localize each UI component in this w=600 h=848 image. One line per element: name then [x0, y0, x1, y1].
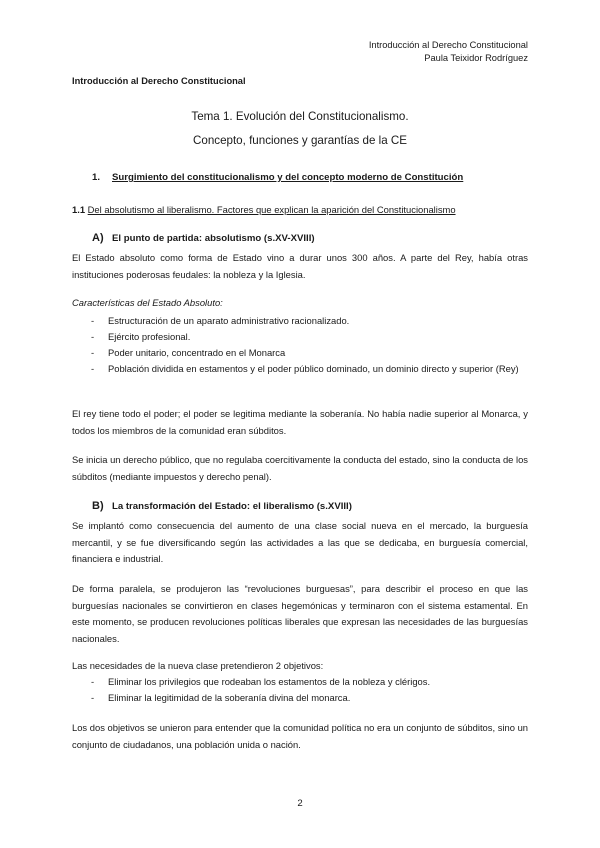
subheading-letter: B): [92, 500, 104, 512]
subheading-text: El punto de partida: absolutismo (s.XV-XVIII): [112, 233, 315, 244]
header-author: Paula Teixidor Rodríguez: [424, 53, 528, 63]
list-item: - Ejército profesional.: [91, 331, 191, 342]
subheading-a: [92, 232, 315, 244]
header-course: Introducción al Derecho Constitucional: [368, 40, 528, 50]
paragraph-absolutismo: El Estado absoluto como forma de Estado vino a durar unos 300 años. A parte del Rey, había otras instituciones poderosas feudales: la nobleza y la Iglesia.: [72, 252, 528, 280]
section-title: Surgimiento del constitucionalismo y del concepto moderno de Constitución: [112, 172, 464, 183]
paragraph-burguesia: Se implantó como consecuencia del aumento de una clase social nueva en el mercado, la burguesía mercantil, y se fue diversificando según las actividades a las que se dedicaba, en burguesía comercial, financiera e industrial.: [72, 520, 528, 564]
list-item: - Poder unitario, concentrado en el Monarca: [91, 347, 286, 358]
section-heading-1: [92, 172, 463, 183]
paragraph-rey-poder: El rey tiene todo el poder; el poder se legitima mediante la soberanía. No había nadie superior al Monarca, y todos los miembros de la comunidad eran súbditos.: [72, 408, 528, 436]
page-title-line1: Tema 1. Evolución del Constitucionalismo.: [191, 110, 409, 123]
list-item: - Eliminar la legitimidad de la soberanía divina del monarca.: [91, 692, 351, 703]
subsection-number: 1.1: [72, 204, 86, 215]
caracteristicas-list: [72, 313, 528, 377]
subheading-letter: A): [92, 232, 104, 244]
list-item: - Eliminar los privilegios que rodeaban los estamentos de la nobleza y clérigos.: [91, 676, 431, 687]
subheading-b: [92, 500, 352, 512]
list-item: - Estructuración de un aparato administrativo racionalizado.: [91, 315, 350, 326]
list-item: - Población dividida en estamentos y el poder público dominado, un dominio directo y superior (Rey): [91, 363, 519, 374]
subheading-text: La transformación del Estado: el liberalismo (s.XVIII): [112, 501, 352, 512]
running-header: [369, 39, 528, 65]
objetivos-list: [72, 674, 528, 706]
header-left-title: Introducción al Derecho Constitucional: [72, 76, 246, 86]
caracteristicas-label: Características del Estado Absoluto:: [72, 297, 223, 308]
section-heading-1-1: [72, 204, 456, 215]
page-number: 2: [297, 798, 303, 809]
paragraph-ciudadanos: Los dos objetivos se unieron para entender que la comunidad política no era un conjunto de súbditos, sino un conjunto de ciudadanos, una población unida o nación.: [72, 722, 528, 750]
subsection-title: Del absolutismo al liberalismo. Factores que explican la aparición del Constitucionalismo: [87, 204, 456, 215]
section-number: 1.: [92, 172, 101, 183]
page-title-line2: Concepto, funciones y garantías de la CE: [193, 134, 407, 147]
paragraph-objetivos: Las necesidades de la nueva clase pretendieron 2 objetivos:: [72, 660, 324, 671]
paragraph-revoluciones: De forma paralela, se produjeron las “revoluciones burguesas”, para describir el proceso en que las burguesías nacionales se convirtieron en clases hegemónicas y terminaron con el sistema estamental. En este momento, se producen revoluciones políticas liberales que expresan las necesidades de las burguesías nacionales.: [72, 583, 528, 644]
paragraph-derecho-publico: Se inicia un derecho público, que no regulaba coercitivamente la conducta del estado, sino la conducta de los súbditos (mediante impuestos y derecho penal).: [72, 454, 528, 482]
